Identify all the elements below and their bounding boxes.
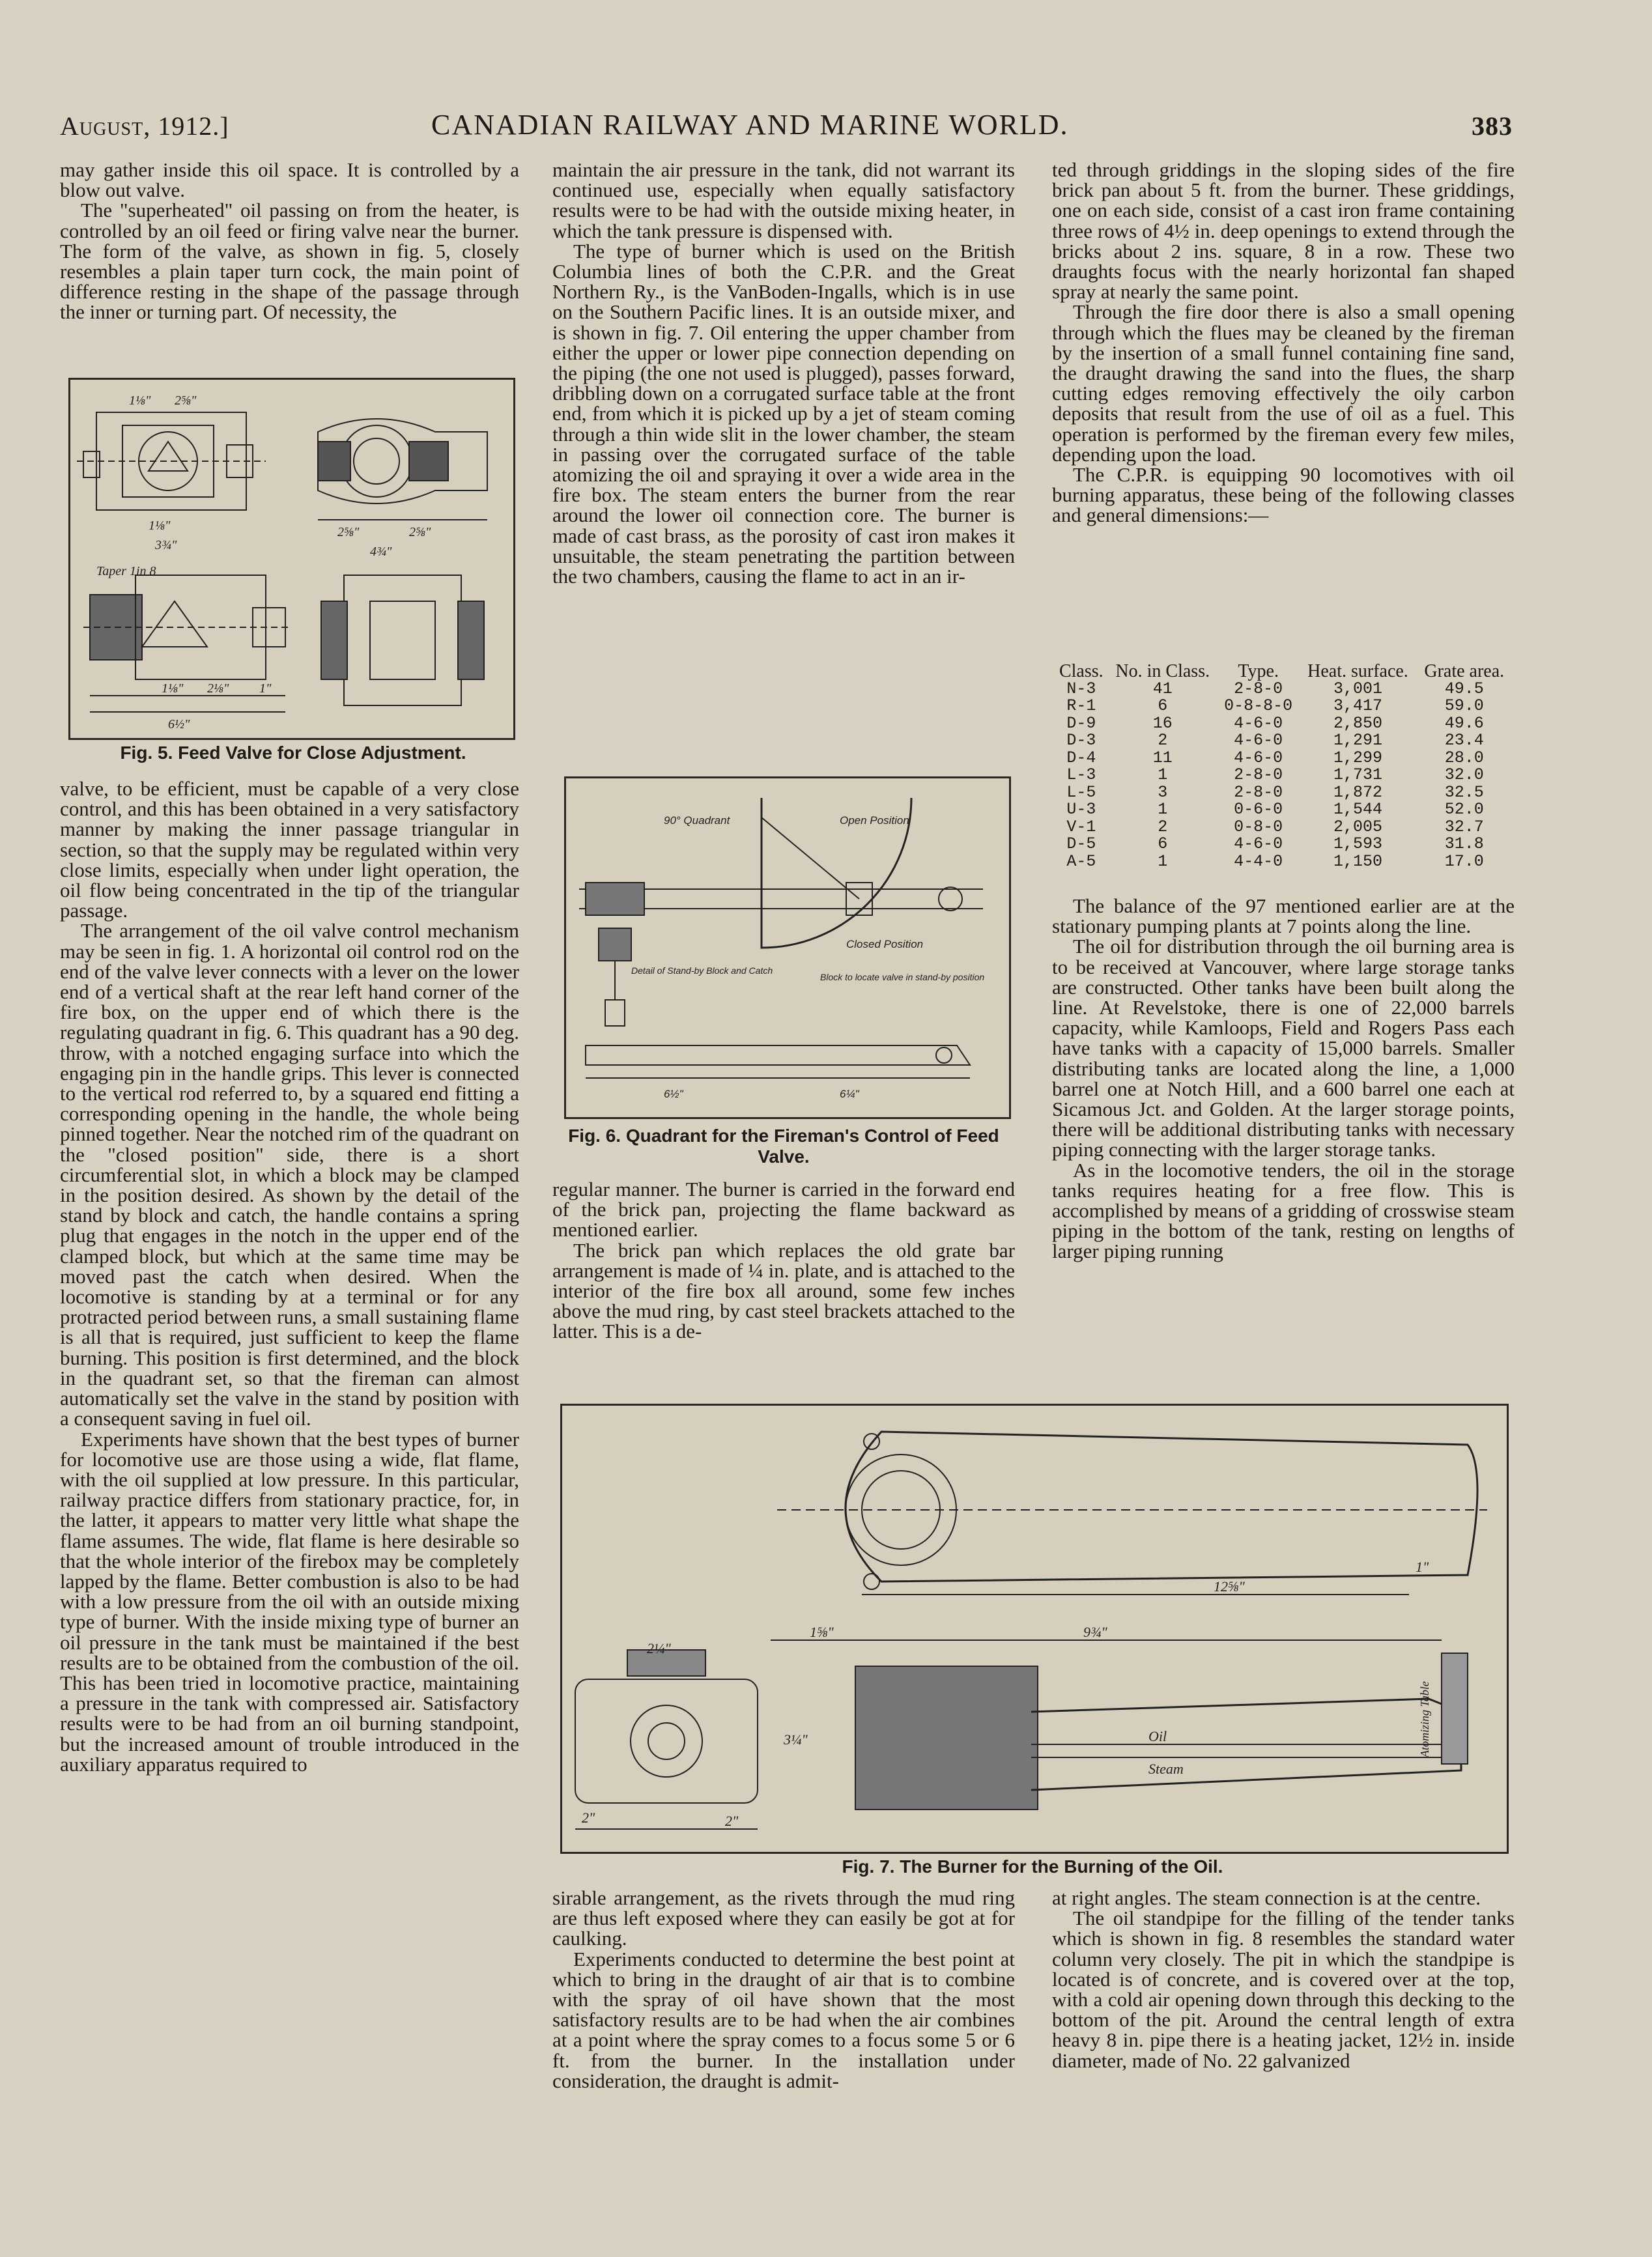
table-cell: 59.0 bbox=[1444, 696, 1484, 715]
dim-label: 1⅛" bbox=[149, 518, 171, 533]
table-row bbox=[1055, 819, 1511, 836]
column-3-middle bbox=[1052, 896, 1515, 1397]
dim-label: 2⅝" bbox=[409, 525, 431, 539]
issue-date: August, 1912.] bbox=[60, 111, 229, 141]
table-cell: 28.0 bbox=[1444, 748, 1484, 767]
table-cell: 2-8-0 bbox=[1234, 765, 1283, 784]
column-1-top bbox=[60, 160, 519, 378]
table-cell: 31.8 bbox=[1444, 834, 1484, 853]
table-cell: 1,593 bbox=[1333, 834, 1382, 853]
dim-label: 12⅝" bbox=[1214, 1578, 1245, 1595]
table-cell: 49.5 bbox=[1444, 679, 1484, 698]
table-cell: 52.0 bbox=[1444, 800, 1484, 819]
table-row bbox=[1055, 750, 1511, 767]
table-cell: 3 bbox=[1158, 782, 1168, 802]
dim-label: 2⅛" bbox=[207, 681, 229, 696]
table-cell: 6 bbox=[1158, 834, 1168, 853]
table-cell: 2-8-0 bbox=[1234, 782, 1283, 802]
table-cell: 0-6-0 bbox=[1234, 800, 1283, 819]
paragraph: The C.P.R. is equipping 90 locomotives with oil burning apparatus, these being of the following classes and general dimensions:— bbox=[1052, 463, 1515, 527]
table-cell: R-1 bbox=[1066, 696, 1096, 715]
dim-label: 6½" bbox=[664, 1088, 683, 1100]
table-cell: 1 bbox=[1158, 851, 1168, 871]
steam-label: Steam bbox=[1148, 1761, 1184, 1777]
table-cell: L-5 bbox=[1066, 782, 1096, 802]
paragraph: ted through griddings in the sloping sides of the fire brick pan about 5 ft. from the burner. These griddings, one on each side, consist of a cast iron frame containing three rows of 4½ in. deep openings to extend through the bricks about 2 ins. square, 8 in a row. These two draughts focus with the nearly horizontal fan shaped spray at nearly the same point. bbox=[1052, 158, 1515, 304]
table-body bbox=[1055, 681, 1511, 871]
table-cell: 4-6-0 bbox=[1234, 834, 1283, 853]
table-cell: 2,005 bbox=[1333, 817, 1382, 836]
column-header: Grate area. bbox=[1424, 661, 1505, 681]
paragraph: maintain the air pressure in the tank, did not warrant its continued use, especially when equally satisfactory results were to be had with the outside mixing heater, in which the tank pressure is dispensed with. bbox=[552, 158, 1015, 242]
paragraph: The arrangement of the oil valve control mechanism may be seen in fig. 1. A horizontal oil control rod on the end of the valve lever connects with a lever on the lower end of a vertical shaft at the rear left hand corner of the fire box, on the upper end of which there is the regulating quadrant in fig. 6. This quadrant has a 90 deg. throw, with a notched engaging surface into which the engaging pin in the handle grips. This lever is connected to the vertical rod referred to, by a squared end fitting a corresponding opening in the handle, the whole being pinned together. Near the notched rim of the quadrant on the "closed position" side, there is a short circumferential slot, in which a block may be clamped in the position desired. As shown by the detail of the stand by block and catch, the handle contains a spring plug that engages in the notch in the upper end of the clamped block, but which at the same time may be moved past the catch when desired. When the locomotive is standing by at a terminal or for any protracted period between runs, a small sustaining flame is all that is required, just sufficient to keep the flame burning. This position is first determined, and the block in the quadrant set, so that the fireman can almost automatically set the valve in the stand by position with a consequent saving in fuel oil. bbox=[60, 919, 519, 1430]
column-header: Heat. surface. bbox=[1307, 661, 1408, 681]
table-cell: A-5 bbox=[1066, 851, 1096, 871]
burner-drawing bbox=[562, 1406, 1507, 1852]
locomotive-classes-table bbox=[1055, 663, 1511, 870]
figure-7-caption: Fig. 7. The Burner for the Burning of the Oil. bbox=[842, 1856, 1223, 1877]
table-cell: D-3 bbox=[1066, 731, 1096, 750]
table-row bbox=[1055, 698, 1511, 715]
paragraph: sirable arrangement, as the rivets through the mud ring are thus left exposed where they can easily be got at for caulking. bbox=[552, 1886, 1015, 1950]
table-cell: D-5 bbox=[1066, 834, 1096, 853]
table-row bbox=[1055, 836, 1511, 853]
table-row bbox=[1055, 681, 1511, 698]
column-2-top bbox=[552, 160, 1015, 759]
oil-label: Oil bbox=[1148, 1728, 1167, 1744]
table-row bbox=[1055, 732, 1511, 750]
column-header: Class. bbox=[1059, 661, 1104, 681]
page-number: 383 bbox=[1472, 111, 1513, 141]
table-header-row bbox=[1055, 663, 1511, 681]
table-row bbox=[1055, 853, 1511, 871]
column-2-middle bbox=[552, 1179, 1015, 1394]
table-cell: 1,544 bbox=[1333, 800, 1382, 819]
dim-label: 4¾" bbox=[370, 545, 392, 559]
figure-6-caption: Fig. 6. Quadrant for the Fireman's Control of Feed Valve. bbox=[568, 1126, 999, 1167]
feed-valve-drawing bbox=[70, 380, 513, 738]
column-3-bottom bbox=[1052, 1888, 1515, 2148]
paragraph: regular manner. The burner is carried in the forward end of the brick pan, projecting the flame backward as mentioned earlier. bbox=[552, 1178, 1015, 1242]
paragraph: The type of burner which is used on the British Columbia lines of both the C.P.R. and the Great Northern Ry., is the VanBoden-Ingalls, which is in use on the Southern Pacific lines. It is an outside mixer, and is shown in fig. 7. Oil entering the upper chamber from either the upper or lower pipe connection depending on the piping (the one not used is plugged), passes forward, dribbling down on a corrugated surface table at the front end, from which it is picked up by a jet of steam coming through a thin wide slit in the lower chamber, the steam in passing over the corrugated surface of the table atomizing the oil and spraying it over a wide area in the fire box. The steam enters the burner from the rear around the lower oil connection core. The burner is made of cast brass, as the porosity of cast iron makes it unsuitable, the steam penetrating the partition between the two chambers, causing the flame to act in an ir- bbox=[552, 239, 1015, 588]
paragraph: valve, to be efficient, must be capable of a very close control, and this has been obtained in a very satisfactory manner by making the inner passage triangular in section, so that the supply may be regulated within very close limits, especially when under light operation, the oil flow being concentrated in the tip of the triangular passage. bbox=[60, 777, 519, 922]
dim-label: 2⅝" bbox=[175, 393, 197, 408]
table-cell: 2 bbox=[1158, 731, 1168, 750]
quadrant-drawing bbox=[566, 778, 1009, 1117]
paragraph: may gather inside this oil space. It is controlled by a blow out valve. bbox=[60, 158, 519, 202]
dim-label: 1" bbox=[1416, 1559, 1429, 1575]
table-cell: 1,872 bbox=[1333, 782, 1382, 802]
table-cell: 3,417 bbox=[1333, 696, 1382, 715]
figure-6-quadrant bbox=[564, 776, 1011, 1119]
table-cell: 0-8-8-0 bbox=[1224, 696, 1293, 715]
table-cell: 1,299 bbox=[1333, 748, 1382, 767]
table-cell: 4-6-0 bbox=[1234, 748, 1283, 767]
column-3-top bbox=[1052, 160, 1515, 668]
figure-5-feed-valve bbox=[68, 378, 515, 740]
paragraph: The brick pan which replaces the old grate bar arrangement is made of ¼ in. plate, and is attached to the interior of the fire box all around, some few inches above the mud ring, by cast steel brackets attached to the latter. This is a de- bbox=[552, 1238, 1015, 1343]
figure-5-caption: Fig. 5. Feed Valve for Close Adjustment. bbox=[120, 743, 466, 763]
column-1-bottom bbox=[60, 778, 519, 2101]
table-cell: 1,150 bbox=[1333, 851, 1382, 871]
table-cell: U-3 bbox=[1066, 800, 1096, 819]
paragraph: Through the fire door there is also a small opening through which the flues may be cleaned by the fireman by the insertion of a small funnel containing fine sand, the draught drawing the sand into the flues, the sharp cutting edges removing effectively the oily carbon deposits that result from the use of oil as a fuel. This operation is performed by the fireman every few miles, depending upon the load. bbox=[1052, 300, 1515, 466]
table-cell: 4-6-0 bbox=[1234, 731, 1283, 750]
table-cell: 4-4-0 bbox=[1234, 851, 1283, 871]
figure-7-burner bbox=[560, 1404, 1509, 1854]
dim-label: 9¾" bbox=[1083, 1624, 1107, 1640]
open-position-label: Open Position bbox=[840, 814, 909, 827]
table-cell: V-1 bbox=[1066, 817, 1096, 836]
dim-label: 6½" bbox=[168, 717, 190, 731]
block-label: Block to locate valve in stand-by position bbox=[820, 972, 985, 982]
table-cell: 11 bbox=[1152, 748, 1173, 767]
paragraph: The "superheated" oil passing on from the heater, is controlled by an oil feed or firing valve near the burner. The form of the valve, as shown in fig. 5, closely resembles a plain taper turn cock, the main point of difference resting in the shape of the passage through the inner or turning part. Of necessity, the bbox=[60, 199, 519, 324]
table-cell: 0-8-0 bbox=[1234, 817, 1283, 836]
detail-label: Detail of Stand-by Block and Catch bbox=[631, 965, 773, 976]
table-cell: 2-8-0 bbox=[1234, 679, 1283, 698]
dim-label: 2⅝" bbox=[337, 525, 360, 539]
dim-label: 1" bbox=[259, 681, 272, 696]
table-cell: 1 bbox=[1158, 765, 1168, 784]
table-row bbox=[1055, 767, 1511, 784]
journal-title: CANADIAN RAILWAY AND MARINE WORLD. bbox=[431, 109, 1069, 141]
table-cell: 32.0 bbox=[1444, 765, 1484, 784]
table-row bbox=[1055, 784, 1511, 802]
table-cell: 6 bbox=[1158, 696, 1168, 715]
paragraph: The oil standpipe for the filling of the tender tanks which is shown in fig. 8 resembles the standard water column very closely. The pit in which the standpipe is located is of concrete, and is covered over at the top, with a cold air opening down through this decking to the bottom of the pit. Around the central length of extra heavy 8 in. pipe there is a heating jacket, 12½ in. inside diameter, made of No. 22 galvanized bbox=[1052, 1907, 1515, 2072]
paragraph: Experiments have shown that the best types of burner for locomotive use are those using a wide, flat flame, with the oil supplied at low pressure. In this particular, railway practice differs from stationary practice, for, in the latter, it appears to matter very little what shape the flame assumes. The wide, flat flame is here desirable so that the whole interior of the firebox may be completely lapped by the flame. Better combustion is also to be had with a low pressure from the oil with an outside mixing type of burner. With the inside mixing type of burner an oil pressure in the tank must be maintained if the best results are to be obtained from the combustion of the oil. This has been tried in locomotive practice, maintaining a pressure in the tank with compressed air. Satisfactory results were to be had from an oil burning standpoint, but the increased amount of trouble introduced in the auxiliary apparatus required to bbox=[60, 1427, 519, 1776]
closed-position-label: Closed Position bbox=[846, 938, 924, 950]
paragraph: at right angles. The steam connection is at the centre. bbox=[1052, 1886, 1481, 1909]
table-cell: D-9 bbox=[1066, 713, 1096, 733]
table-cell: 1 bbox=[1158, 800, 1168, 819]
table-cell: 32.5 bbox=[1444, 782, 1484, 802]
table-cell: 1,731 bbox=[1333, 765, 1382, 784]
table-row bbox=[1055, 801, 1511, 819]
table-cell: 32.7 bbox=[1444, 817, 1484, 836]
table-cell: 16 bbox=[1152, 713, 1173, 733]
taper-label: Taper 1in 8 bbox=[96, 564, 156, 578]
table-cell: 2,850 bbox=[1333, 713, 1382, 733]
table-cell: N-3 bbox=[1066, 679, 1096, 698]
table-row bbox=[1055, 715, 1511, 733]
table-cell: 49.6 bbox=[1444, 713, 1484, 733]
table-cell: 41 bbox=[1152, 679, 1173, 698]
dim-label: 2¼" bbox=[647, 1640, 671, 1656]
dim-label: 6¼" bbox=[840, 1088, 859, 1100]
table-cell: 1,291 bbox=[1333, 731, 1382, 750]
table-cell: 17.0 bbox=[1444, 851, 1484, 871]
dim-label: 1⅝" bbox=[810, 1624, 834, 1640]
column-2-bottom bbox=[552, 1888, 1015, 2148]
table-cell: 3,001 bbox=[1333, 679, 1382, 698]
running-header bbox=[60, 104, 1513, 143]
column-header: No. in Class. bbox=[1115, 661, 1210, 681]
table-cell: 4-6-0 bbox=[1234, 713, 1283, 733]
dim-label: 2" bbox=[725, 1813, 739, 1829]
dim-label: 1⅛" bbox=[129, 393, 151, 408]
dim-label: 2" bbox=[582, 1810, 595, 1826]
quadrant-label: 90° Quadrant bbox=[664, 814, 730, 827]
paragraph: As in the locomotive tenders, the oil in the storage tanks requires heating for a free flow. This is accomplished by means of a gridding of crosswise steam piping in the bottom of the tank, resting on lengths of larger piping running bbox=[1052, 1158, 1515, 1263]
dim-label: 3¾" bbox=[155, 538, 177, 552]
table-cell: D-4 bbox=[1066, 748, 1096, 767]
dim-label: 1⅛" bbox=[162, 681, 184, 696]
table-cell: 23.4 bbox=[1444, 731, 1484, 750]
table-cell: 2 bbox=[1158, 817, 1168, 836]
dim-label: 3¼" bbox=[784, 1731, 808, 1748]
atomizing-table-label: Atomizing Table bbox=[1418, 1681, 1431, 1757]
paragraph: Experiments conducted to determine the best point at which to bring in the draught of air that is to combine with the spray of oil have shown that the most satisfactory results are to be had when the air combines at a point where the spray comes to a focus some 5 or 6 ft. from the burner. In the installation under consideration, the draught is admit- bbox=[552, 1947, 1015, 2092]
paragraph: The oil for distribution through the oil burning area is to be received at Vancouver, where large storage tanks are constructed. Other tanks have been built along the line. At Revelstoke, there is one of 22,000 barrels capacity, while Kamloops, Field and Rogers Pass each have tanks with a capacity of 15,000 barrels. Smaller distributing tanks are located along the line, a 1,000 barrel one at Notch Hill, and a 600 barrel one each at Sicamous Jct. and Golden. At the larger storage points, there will be additional distributing tanks with necessary piping connecting with the larger storage tanks. bbox=[1052, 935, 1515, 1161]
column-header: Type. bbox=[1238, 661, 1279, 681]
table-cell: L-3 bbox=[1066, 765, 1096, 784]
paragraph: The balance of the 97 mentioned earlier are at the stationary pumping plants at 7 points along the line. bbox=[1052, 894, 1515, 938]
